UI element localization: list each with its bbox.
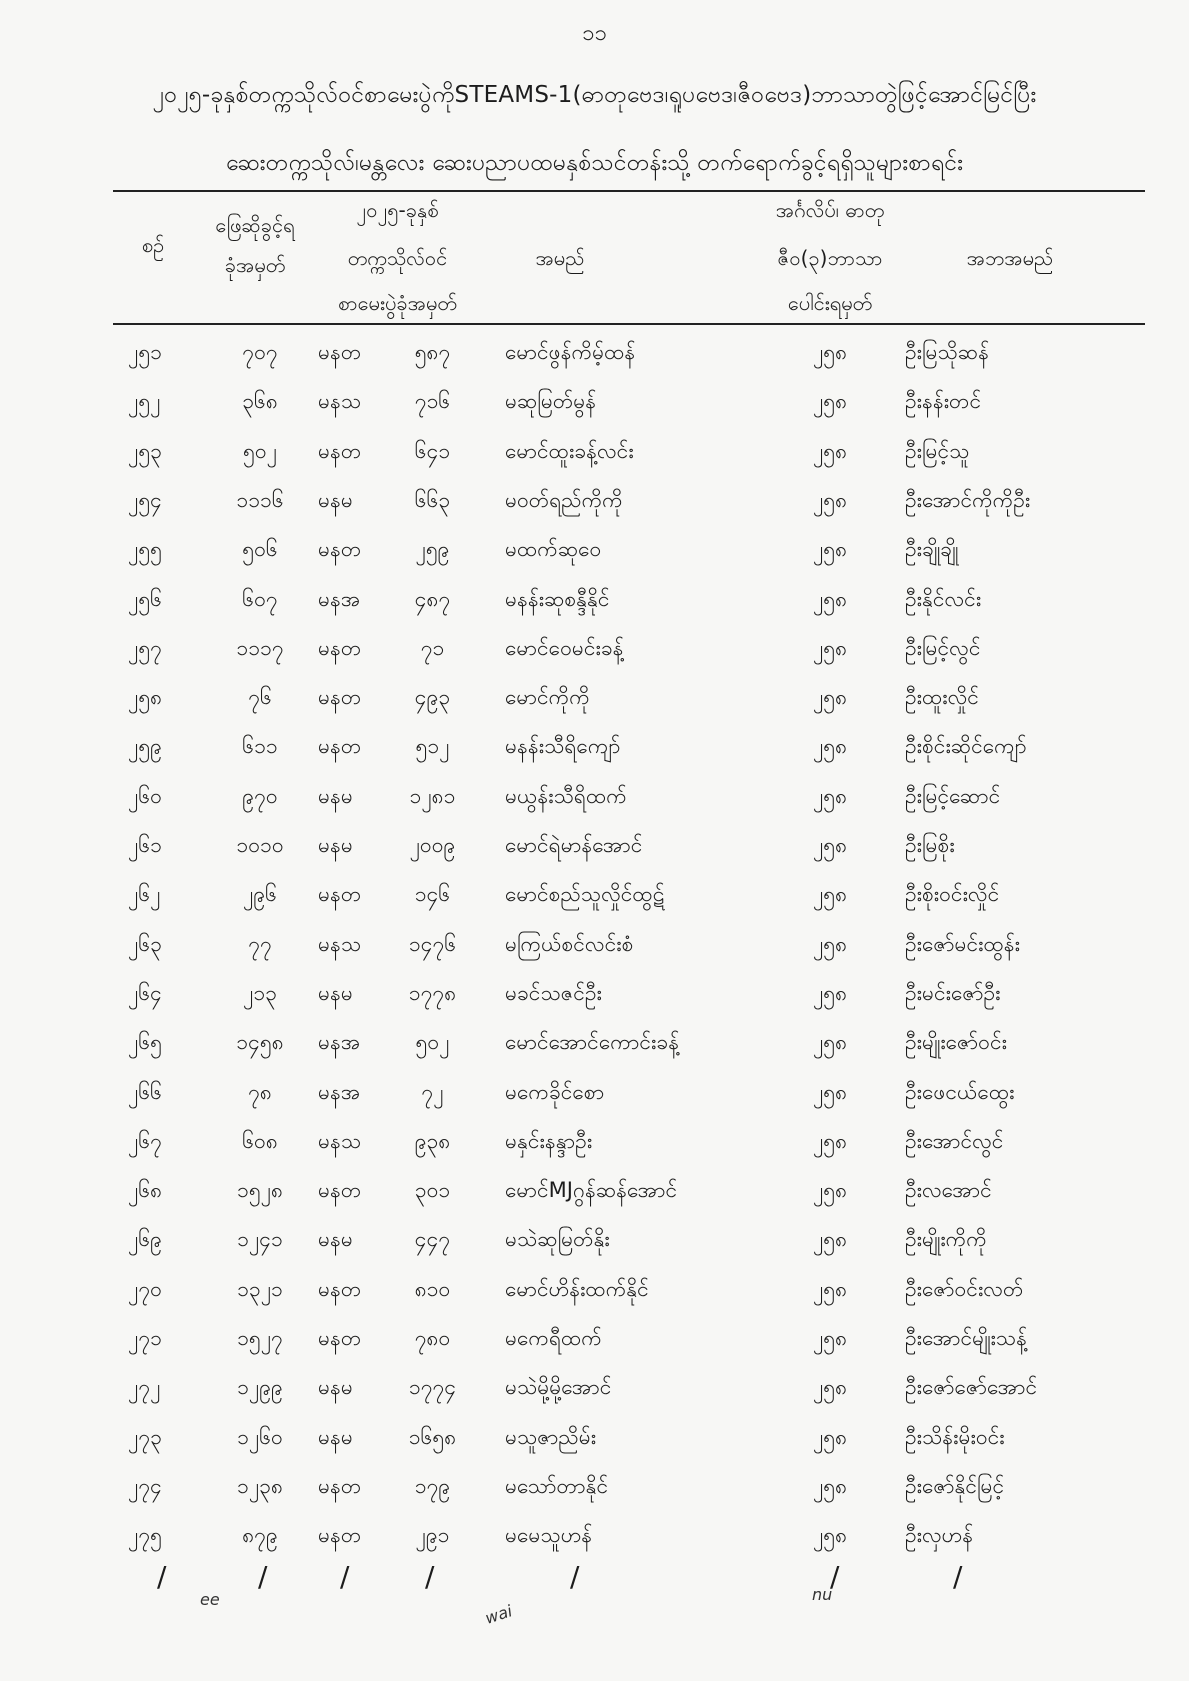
table-row [0, 1365, 1189, 1410]
serial-number-cell: ၂၆၉ [128, 1227, 162, 1252]
matric-seat-prefix-cell: မနတ [318, 537, 362, 562]
table-row [0, 1267, 1189, 1312]
table-row [0, 1119, 1189, 1164]
matric-seat-prefix-cell: မနအ [318, 1079, 361, 1104]
father-name-cell: ဦးလှဟန် [905, 1523, 974, 1548]
matric-seat-number-cell: ၂၉၁ [415, 1523, 450, 1548]
score-cell: ၂၅၈ [812, 586, 848, 611]
footer-slash: / [157, 1560, 167, 1593]
table-row [0, 1020, 1189, 1065]
matric-seat-prefix-cell: မနမ [318, 783, 353, 808]
serial-number-cell: ၂၆၆ [128, 1079, 162, 1104]
header-serial-number: စဉ် [141, 233, 165, 257]
score-cell: ၂၅၈ [812, 1276, 848, 1301]
table-row [0, 1415, 1189, 1460]
score-cell: ၂၅၈ [812, 1523, 848, 1548]
exam-seat-number-cell: ၇၆ [248, 685, 272, 710]
table-row [0, 626, 1189, 671]
matric-seat-number-cell: ၄၈၇ [414, 586, 451, 611]
score-cell: ၂၅၈ [812, 537, 848, 562]
exam-seat-number-cell: ၁၅၂၇ [237, 1326, 283, 1350]
table-row [0, 971, 1189, 1016]
handwritten-initials: wai [482, 1601, 515, 1628]
father-name-cell: ဦးဇော်ဝင်းလတ် [905, 1276, 1024, 1301]
score-cell: ၂၅၈ [812, 980, 848, 1005]
page-number: ၁၁ [582, 21, 607, 46]
table-row [0, 1070, 1189, 1115]
matric-seat-prefix-cell: မနမ [318, 980, 353, 1005]
matric-seat-prefix-cell: မနတ [318, 438, 362, 463]
matric-seat-number-cell: ၅၁၂ [415, 734, 450, 759]
student-name-cell: မနှင်းနန္ဒာဦး [505, 1128, 593, 1153]
matric-seat-prefix-cell: မနအ [318, 586, 361, 611]
student-name-cell: မောင်ဖွန်ကိမ့်ထန် [505, 340, 636, 364]
student-name-cell: မသဲမို့မို့အောင် [505, 1375, 612, 1400]
serial-number-cell: ၂၅၇ [128, 635, 162, 660]
score-cell: ၂၅၈ [812, 1128, 848, 1153]
footer-slash: / [258, 1560, 268, 1593]
matric-seat-prefix-cell: မနသ [318, 1128, 362, 1153]
exam-seat-number-cell: ၇၈ [248, 1079, 272, 1104]
exam-seat-number-cell: ၃၆၈ [242, 389, 278, 414]
serial-number-cell: ၂၇၂ [128, 1375, 161, 1400]
table-row [0, 1464, 1189, 1509]
exam-seat-number-cell: ၈၇၉ [242, 1523, 278, 1548]
serial-number-cell: ၂၅၅ [128, 537, 162, 562]
score-cell: ၂၅၈ [812, 882, 848, 907]
table-row [0, 774, 1189, 819]
student-name-cell: မောင်ဟိန်းထက်နိုင် [505, 1276, 649, 1301]
exam-seat-number-cell: ၇၀၇ [242, 340, 278, 364]
father-name-cell: ဦးဇော်ဇော်အောင် [905, 1375, 1038, 1400]
serial-number-cell: ၂၆၁ [128, 833, 162, 857]
score-cell: ၂၅၈ [812, 340, 848, 364]
father-name-cell: ဦးမျိုးဇော်ဝင်း [905, 1030, 1007, 1055]
serial-number-cell: ၂၅၃ [128, 438, 162, 463]
matric-seat-number-cell: ၁၄၇၆ [408, 931, 457, 956]
handwritten-initials: nu [812, 1585, 833, 1604]
student-name-cell: မောင်အောင်ကောင်းခန့် [505, 1030, 680, 1055]
student-name-cell: မနန်းဆုစန္ဒီနိုင် [505, 586, 610, 611]
father-name-cell: ဦးစိုးဝင်းလှိုင် [905, 882, 1000, 907]
father-name-cell: ဦးနိုင်လင်း [905, 586, 982, 611]
student-name-cell: မောင်ထူးခန့်လင်း [505, 438, 634, 463]
footer-slash: / [830, 1560, 840, 1593]
exam-seat-number-cell: ၇၇ [248, 931, 272, 956]
score-cell: ၂၅၈ [812, 487, 848, 512]
score-cell: ၂၅၈ [812, 389, 848, 414]
exam-seat-number-cell: ၁၂၆၀ [237, 1424, 283, 1449]
score-cell: ၂၅၈ [812, 635, 848, 660]
father-name-cell: ဦးအောင်ကိုကိုဦး [905, 487, 1031, 512]
serial-number-cell: ၂၆၅ [128, 1030, 162, 1055]
table-row [0, 330, 1189, 375]
footer-slash: / [570, 1560, 580, 1593]
serial-number-cell: ၂၅၈ [128, 685, 163, 710]
score-cell: ၂၅၈ [812, 931, 848, 956]
father-name-cell: ဦးအောင်မျိုးသန့် [905, 1326, 1027, 1350]
serial-number-cell: ၂၅၆ [128, 586, 162, 611]
matric-seat-number-cell: ၇၁ [420, 635, 445, 660]
serial-number-cell: ၂၇၄ [128, 1473, 162, 1498]
table-row [0, 1513, 1189, 1558]
exam-seat-number-cell: ၁၅၂၈ [237, 1178, 283, 1203]
matric-seat-number-cell: ၄၉၃ [414, 685, 451, 710]
matric-seat-number-cell: ၂၀၀၉ [409, 833, 456, 857]
matric-seat-prefix-cell: မနမ [318, 1375, 353, 1400]
father-name-cell: ဦးအောင်လွင် [905, 1128, 1004, 1153]
exam-seat-number-cell: ၂၁၃ [243, 980, 277, 1005]
father-name-cell: ဦးချိုချို [905, 537, 959, 562]
serial-number-cell: ၂၇၅ [128, 1523, 162, 1548]
matric-seat-prefix-cell: မနသ [318, 389, 362, 414]
matric-seat-number-cell: ၄၄၇ [414, 1227, 451, 1252]
header-exam-seat-line-1: ဖြေဆိုခွင့်ရ [215, 213, 295, 237]
serial-number-cell: ၂၆၄ [128, 980, 162, 1005]
header-matric-seat-line-1: ၂၀၂၅-ခုနှစ် [356, 198, 439, 222]
exam-seat-number-cell: ၁၂၉၉ [237, 1375, 283, 1400]
student-name-cell: မသူဇာညိမ်း [505, 1424, 597, 1449]
exam-seat-number-cell: ၉၇၀ [242, 783, 278, 808]
table-row [0, 1217, 1189, 1262]
matric-seat-prefix-cell: မနတ [318, 1276, 362, 1301]
student-name-cell: မယွန်းသီရိထက် [505, 783, 627, 808]
serial-number-cell: ၂၆၈ [128, 1178, 163, 1203]
student-name-cell: မဝတ်ရည်ကိုကို [505, 487, 623, 512]
matric-seat-prefix-cell: မနတ [318, 685, 362, 710]
document-title-line-1: ၂၀၂၅-ခုနှစ်တက္ကသိုလ်ဝင်စာမေးပွဲကိုSTEAMS-1(ဓာတုဗေဒ၊ရူပဗေဒ၊ဇီဝဗေဒ)ဘာသာတွဲဖြင့်အောင်မြင်ပြီး [152, 82, 1037, 108]
document-title-line-2: ဆေးတက္ကသိုလ်၊မန္တလေး ဆေးပညာပထမနှစ်သင်တန်းသို့ တက်ရောက်ခွင့်ရရှိသူများစာရင်း [225, 150, 964, 176]
student-name-cell: မနန်းသီရိကျော် [505, 734, 621, 759]
exam-seat-number-cell: ၆၁၁ [242, 734, 278, 759]
score-cell: ၂၅၈ [812, 1473, 848, 1498]
table-row [0, 527, 1189, 572]
matric-seat-prefix-cell: မနမ [318, 487, 353, 512]
student-name-cell: မသဲဆုမြတ်နိုး [505, 1227, 610, 1252]
student-name-cell: မသော်တာနိုင် [505, 1473, 609, 1498]
matric-seat-prefix-cell: မနတ [318, 1473, 362, 1498]
father-name-cell: ဦးသိန်းမိုးဝင်း [905, 1424, 1005, 1449]
student-name-cell: မကြယ်စင်လင်းစံ [505, 931, 634, 956]
matric-seat-number-cell: ၂၅၉ [415, 537, 450, 562]
header-score-line-3: ပေါင်းရမှတ် [787, 291, 873, 315]
score-cell: ၂၅၈ [812, 685, 848, 710]
exam-seat-number-cell: ၁၁၁၇ [236, 635, 284, 660]
exam-seat-number-cell: ၆၀၇ [242, 586, 278, 611]
student-name-cell: မောင်MJဂွန်ဆန်အောင် [505, 1178, 678, 1203]
header-matric-seat-line-2: တက္ကသိုလ်ဝင် [347, 246, 448, 270]
matric-seat-number-cell: ၉၃၈ [414, 1128, 451, 1153]
matric-seat-prefix-cell: မနမ [318, 833, 353, 857]
student-name-cell: မခင်သဇင်ဦး [505, 980, 602, 1005]
matric-seat-number-cell: ၁၄၆ [414, 882, 451, 907]
exam-seat-number-cell: ၁၃၂၁ [237, 1276, 283, 1301]
score-cell: ၂၅၈ [812, 1079, 848, 1104]
exam-seat-number-cell: ၁၁၁၆ [236, 487, 284, 512]
matric-seat-number-cell: ၁၇၉ [414, 1473, 451, 1498]
table-row [0, 1316, 1189, 1361]
matric-seat-number-cell: ၈၁၀ [414, 1276, 451, 1301]
table-row [0, 429, 1189, 474]
father-name-cell: ဦးမြင့်လွင် [905, 635, 981, 660]
serial-number-cell: ၂၇၃ [128, 1424, 162, 1449]
matric-seat-prefix-cell: မနတ [318, 340, 362, 364]
father-name-cell: ဦးဖေငယ်ထွေး [905, 1079, 1015, 1104]
footer-slash: / [340, 1560, 350, 1593]
score-cell: ၂၅၈ [812, 1030, 848, 1055]
header-score-line-2: ဇီဝ(၃)ဘာသာ [777, 246, 883, 270]
score-cell: ၂၅၈ [812, 1326, 848, 1350]
matric-seat-number-cell: ၁၇၇၈ [408, 980, 457, 1005]
exam-seat-number-cell: ၅၀၂ [243, 438, 277, 463]
header-matric-seat-line-3: စာမေးပွဲခုံအမှတ် [338, 291, 457, 315]
father-name-cell: ဦးထူးလှိုင် [905, 685, 979, 710]
matric-seat-prefix-cell: မနအ [318, 1030, 361, 1055]
score-cell: ၂၅၈ [812, 1375, 848, 1400]
serial-number-cell: ၂၇၀ [128, 1276, 162, 1301]
student-name-cell: မောင်ရဲမာန်အောင် [505, 833, 643, 857]
matric-seat-number-cell: ၁၇၇၄ [408, 1375, 457, 1400]
matric-seat-number-cell: ၇၁၆ [414, 389, 451, 414]
student-name-cell: မကေခိုင်စော [505, 1079, 605, 1104]
header-score-line-1: အင်္ဂလိပ်၊ ဓာတု [775, 198, 885, 222]
matric-seat-number-cell: ၇၈၀ [414, 1326, 451, 1350]
father-name-cell: ဦးမြစိုး [905, 833, 955, 857]
student-name-cell: မောင်စည်သူလှိုင်ထွဋ် [505, 882, 665, 907]
matric-seat-prefix-cell: မနမ [318, 1227, 353, 1252]
header-father-name: အဘအမည် [966, 246, 1054, 270]
student-name-cell: မောင်ကိုကို [505, 685, 590, 710]
table-header-rule [113, 323, 1145, 325]
exam-seat-number-cell: ၁၂၃၈ [237, 1473, 283, 1498]
exam-seat-number-cell: ၁၄၅၈ [236, 1030, 284, 1055]
serial-number-cell: ၂၆၀ [128, 783, 162, 808]
father-name-cell: ဦးမြင့်ဆောင် [905, 783, 1001, 808]
exam-seat-number-cell: ၆၀၈ [242, 1128, 278, 1153]
matric-seat-prefix-cell: မနတ [318, 1178, 362, 1203]
father-name-cell: ဦးလအောင် [905, 1178, 992, 1203]
father-name-cell: ဦးဇော်နိုင်မြင့် [905, 1473, 1005, 1498]
footer-slash: / [953, 1560, 963, 1593]
matric-seat-prefix-cell: မနတ [318, 1523, 362, 1548]
student-name-cell: မကေရီထက် [505, 1326, 602, 1350]
header-name: အမည် [535, 246, 585, 270]
matric-seat-number-cell: ၆၆၃ [414, 487, 451, 512]
exam-seat-number-cell: ၂၉၆ [243, 882, 277, 907]
exam-seat-number-cell: ၁၂၄၁ [237, 1227, 283, 1252]
student-name-cell: မမေသူဟန် [505, 1523, 593, 1548]
exam-seat-number-cell: ၅၀၆ [242, 537, 278, 562]
handwritten-initials: ee [200, 1590, 220, 1609]
matric-seat-number-cell: ၁၆၅၈ [408, 1424, 457, 1449]
matric-seat-number-cell: ၆၄၁ [414, 438, 451, 463]
matric-seat-prefix-cell: မနမ [318, 1424, 353, 1449]
student-name-cell: မထက်ဆုဝေ [505, 537, 602, 562]
table-row [0, 1168, 1189, 1213]
father-name-cell: ဦးမင်းဇော်ဦး [905, 980, 1001, 1005]
father-name-cell: ဦးမြသိုဆန် [905, 340, 989, 364]
serial-number-cell: ၂၅၄ [128, 487, 162, 512]
matric-seat-prefix-cell: မနတ [318, 882, 362, 907]
table-top-rule [113, 190, 1145, 192]
table-row [0, 872, 1189, 917]
matric-seat-number-cell: ၇၂ [421, 1079, 444, 1104]
table-row [0, 379, 1189, 424]
matric-seat-prefix-cell: မနတ [318, 1326, 362, 1350]
serial-number-cell: ၂၆၂ [128, 882, 161, 907]
student-name-cell: မဆုမြတ်မွန် [505, 389, 597, 414]
score-cell: ၂၅၈ [812, 783, 848, 808]
footer-slash: / [425, 1560, 435, 1593]
score-cell: ၂၅၈ [812, 734, 848, 759]
serial-number-cell: ၂၇၁ [128, 1326, 162, 1350]
score-cell: ၂၅၈ [812, 438, 848, 463]
serial-number-cell: ၂၆၃ [128, 931, 162, 956]
table-row [0, 675, 1189, 720]
serial-number-cell: ၂၅၂ [128, 389, 161, 414]
table-row [0, 577, 1189, 622]
father-name-cell: ဦးမြင့်သူ [905, 438, 970, 463]
matric-seat-number-cell: ၃၀၁ [414, 1178, 451, 1203]
score-cell: ၂၅၈ [812, 833, 848, 857]
matric-seat-prefix-cell: မနတ [318, 734, 362, 759]
matric-seat-prefix-cell: မနသ [318, 931, 362, 956]
serial-number-cell: ၂၆၇ [128, 1128, 162, 1153]
table-row [0, 922, 1189, 967]
father-name-cell: ဦးစိုင်းဆိုင်ကျော် [905, 734, 1027, 759]
serial-number-cell: ၂၅၉ [128, 734, 162, 759]
father-name-cell: ဦးဇော်မင်းထွန်း [905, 931, 1020, 956]
table-row [0, 478, 1189, 523]
matric-seat-number-cell: ၅၀၂ [415, 1030, 450, 1055]
matric-seat-number-cell: ၁၂၈၁ [409, 783, 456, 808]
student-name-cell: မောင်ဝေမင်းခန့် [505, 635, 624, 660]
father-name-cell: ဦးနန်းတင် [905, 389, 982, 414]
score-cell: ၂၅၈ [812, 1227, 848, 1252]
matric-seat-prefix-cell: မနတ [318, 635, 362, 660]
score-cell: ၂၅၈ [812, 1178, 848, 1203]
matric-seat-number-cell: ၅၈၇ [414, 340, 451, 364]
header-exam-seat-line-2: ခုံအမှတ် [224, 253, 286, 277]
father-name-cell: ဦးမျိုးကိုကို [905, 1227, 987, 1252]
table-row [0, 823, 1189, 868]
table-row [0, 724, 1189, 769]
exam-seat-number-cell: ၁၀၁၀ [236, 833, 284, 857]
serial-number-cell: ၂၅၁ [128, 340, 162, 364]
score-cell: ၂၅၈ [812, 1424, 848, 1449]
